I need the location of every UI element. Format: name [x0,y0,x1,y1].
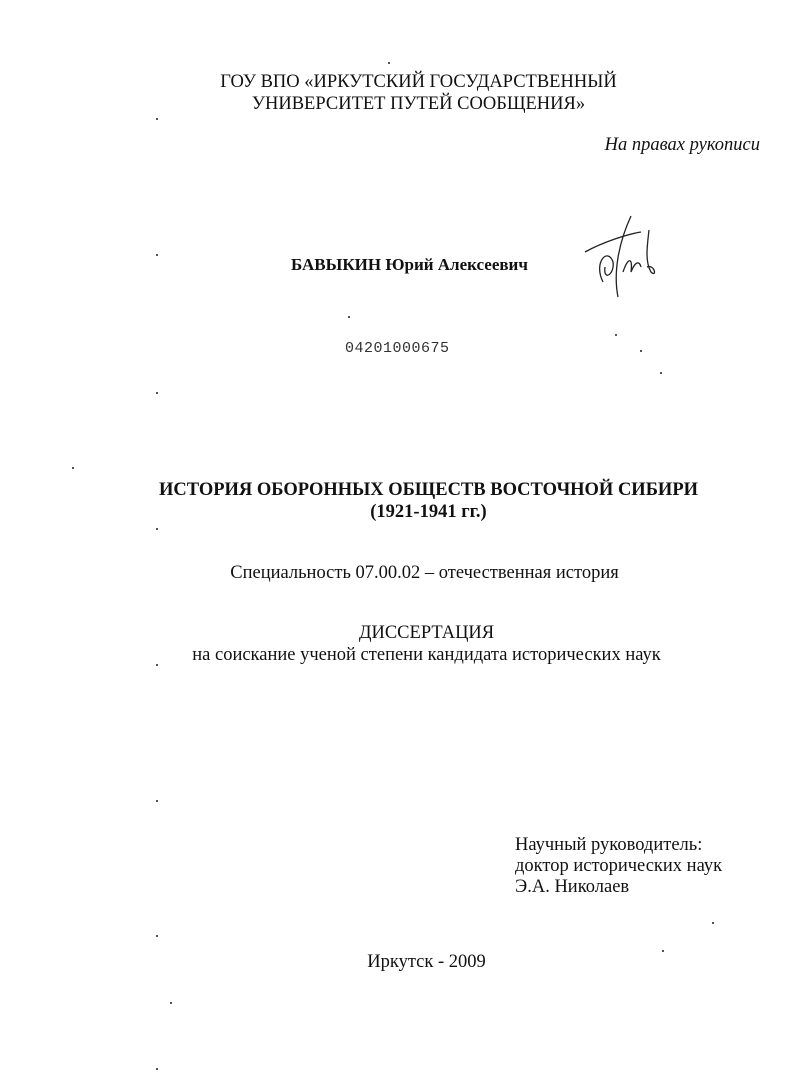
specialty: Специальность 07.00.02 – отечественная история [230,563,619,583]
catalog-number: 04201000675 [345,340,450,357]
degree-sought: на соискание ученой степени кандидата исторических наук [192,645,661,665]
work-type: ДИССЕРТАЦИЯ [358,623,495,643]
scan-speck [660,372,662,374]
scan-speck [156,118,158,120]
scan-speck [156,254,158,256]
scan-speck [156,528,158,530]
scan-speck [156,664,158,666]
supervisor-name: Э.А. Николаев [515,877,630,897]
scan-speck [712,922,714,924]
institution-line-1: ГОУ ВПО «ИРКУТСКИЙ ГОСУДАРСТВЕННЫЙ [220,72,617,92]
institution-line-2: УНИВЕРСИТЕТ ПУТЕЙ СООБЩЕНИЯ» [251,94,586,114]
author-name: БАВЫКИН Юрий Алексеевич [291,255,528,274]
scan-speck [170,1002,172,1004]
scan-speck [388,62,390,64]
scan-speck [156,1068,158,1070]
place-year: Иркутск - 2009 [367,952,486,972]
manuscript-note: На правах рукописи [604,135,760,155]
supervisor-label: Научный руководитель: [515,835,703,855]
scan-speck [156,392,158,394]
signature [583,212,663,304]
scan-speck [615,334,617,336]
supervisor-degree: доктор исторических наук [515,856,723,876]
dissertation-title-line-1: ИСТОРИЯ ОБОРОННЫХ ОБЩЕСТВ ВОСТОЧНОЙ СИБИРИ [158,480,699,500]
scan-speck [348,316,350,318]
scan-speck [662,950,664,952]
scan-speck [156,800,158,802]
scan-speck [156,935,158,937]
scan-speck [640,350,642,352]
dissertation-title-line-2: (1921-1941 гг.) [370,502,487,522]
scan-speck [72,467,74,469]
